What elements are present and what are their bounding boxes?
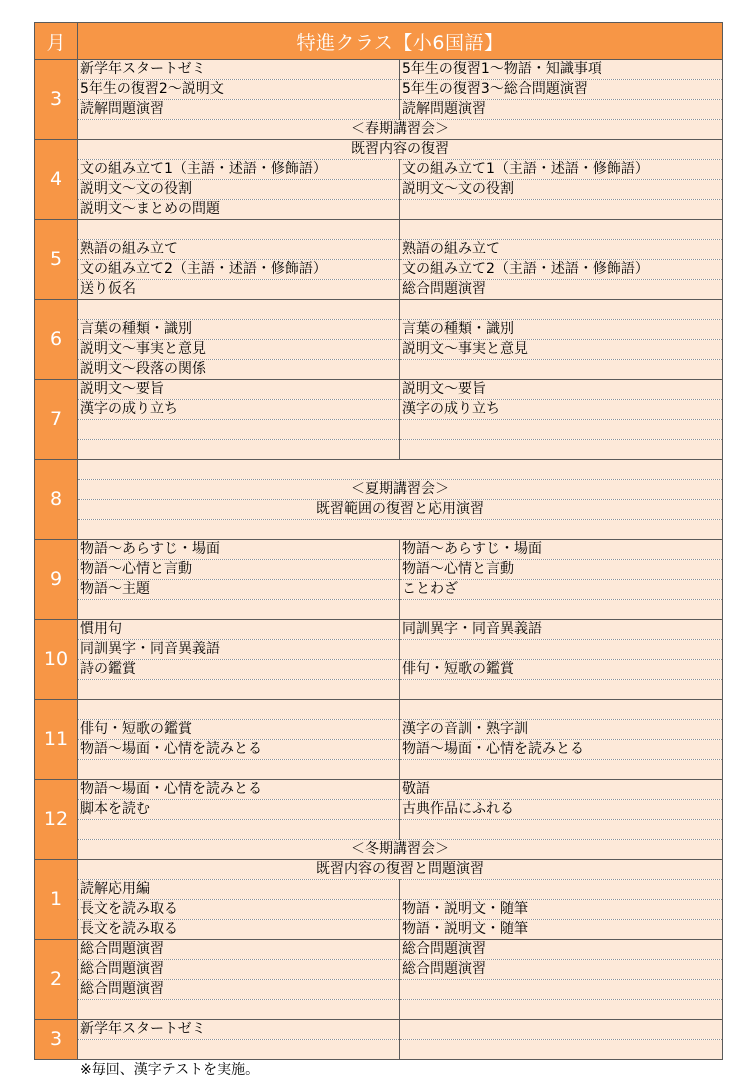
schedule-row (35, 400, 723, 420)
topic-cell-right: 物語・説明文・随筆 (400, 920, 723, 940)
topic-cell-left: 詩の鑑賞 (78, 660, 400, 680)
topic-cell-right (400, 680, 723, 700)
schedule-row (35, 380, 723, 400)
topic-cell-left: 長文を読み取る (78, 900, 400, 920)
topic-cell-right: 同訓異字・同音異義語 (400, 620, 723, 640)
schedule-row (35, 340, 723, 360)
topic-cell-right (400, 600, 723, 620)
topic-cell-right: 物語～場面・心情を読みとる (400, 740, 723, 760)
schedule-row (35, 60, 723, 80)
topic-cell-left: 言葉の種類・識別 (78, 320, 400, 340)
schedule-row (35, 540, 723, 560)
month-label: 8 (35, 460, 78, 540)
merged-topic-cell: ＜春期講習会＞ (78, 120, 723, 140)
month-label: 10 (35, 620, 78, 700)
schedule-row (35, 780, 723, 800)
topic-cell-right: ことわざ (400, 580, 723, 600)
topic-cell-left: 物語～場面・心情を読みとる (78, 780, 400, 800)
month-label: 11 (35, 700, 78, 780)
schedule-row (35, 240, 723, 260)
topic-cell-left: 説明文～事実と意見 (78, 340, 400, 360)
month-label: 3 (35, 60, 78, 140)
topic-cell-right: 総合問題演習 (400, 940, 723, 960)
table-title: 特進クラス【小6国語】 (78, 23, 723, 60)
topic-cell-right (400, 1020, 723, 1040)
topic-cell-left: 説明文～まとめの問題 (78, 200, 400, 220)
topic-cell-left: 同訓異字・同音異義語 (78, 640, 400, 660)
schedule-row (35, 160, 723, 180)
topic-cell-left (78, 420, 400, 440)
topic-cell-left: 説明文～文の役割 (78, 180, 400, 200)
footnote: ※毎回、漢字テストを実施。 (80, 1062, 260, 1078)
schedule-body (35, 60, 723, 1060)
month-label: 2 (35, 940, 78, 1020)
schedule-row (35, 860, 723, 880)
topic-cell-left: 物語～場面・心情を読みとる (78, 740, 400, 760)
merged-topic-cell: 既習範囲の復習と応用演習 (78, 500, 723, 520)
schedule-row (35, 280, 723, 300)
topic-cell-left (78, 220, 400, 240)
topic-cell-right (400, 420, 723, 440)
topic-cell-left: 5年生の復習2～説明文 (78, 80, 400, 100)
topic-cell-right: 熟語の組み立て (400, 240, 723, 260)
merged-topic-cell (78, 460, 723, 480)
schedule-row (35, 1040, 723, 1060)
topic-cell-left: 総合問題演習 (78, 960, 400, 980)
schedule-row (35, 620, 723, 640)
schedule-row (35, 640, 723, 660)
topic-cell-right (400, 300, 723, 320)
topic-cell-right: 文の組み立て2（主語・述語・修飾語） (400, 260, 723, 280)
header-row (35, 23, 723, 60)
topic-cell-right (400, 360, 723, 380)
topic-cell-right (400, 1000, 723, 1020)
schedule-row (35, 800, 723, 820)
schedule-row (35, 460, 723, 480)
schedule-row (35, 1000, 723, 1020)
topic-cell-left: 文の組み立て2（主語・述語・修飾語） (78, 260, 400, 280)
month-label: 6 (35, 300, 78, 380)
topic-cell-left (78, 600, 400, 620)
topic-cell-right (400, 1040, 723, 1060)
topic-cell-right: 5年生の復習3～総合問題演習 (400, 80, 723, 100)
topic-cell-left: 漢字の成り立ち (78, 400, 400, 420)
schedule-row (35, 660, 723, 680)
schedule-row (35, 320, 723, 340)
topic-cell-left (78, 1000, 400, 1020)
topic-cell-right (400, 200, 723, 220)
schedule-row (35, 100, 723, 120)
schedule-row (35, 220, 723, 240)
schedule-row (35, 140, 723, 160)
month-header: 月 (35, 23, 78, 60)
month-label: 3 (35, 1020, 78, 1060)
schedule-row (35, 980, 723, 1000)
topic-cell-right: 説明文～事実と意見 (400, 340, 723, 360)
topic-cell-left: 物語～主題 (78, 580, 400, 600)
topic-cell-right (400, 440, 723, 460)
schedule-row (35, 700, 723, 720)
schedule-row (35, 500, 723, 520)
schedule-row (35, 120, 723, 140)
schedule-row (35, 260, 723, 280)
topic-cell-right: 物語～心情と言動 (400, 560, 723, 580)
schedule-row (35, 300, 723, 320)
schedule-row (35, 900, 723, 920)
topic-cell-right: 総合問題演習 (400, 280, 723, 300)
schedule-row (35, 80, 723, 100)
schedule-row (35, 1020, 723, 1040)
topic-cell-right (400, 700, 723, 720)
month-label: 1 (35, 860, 78, 940)
schedule-row (35, 720, 723, 740)
schedule-row (35, 180, 723, 200)
month-label: 7 (35, 380, 78, 460)
schedule-row (35, 820, 723, 840)
schedule-row (35, 880, 723, 900)
schedule-row (35, 360, 723, 380)
topic-cell-left (78, 680, 400, 700)
topic-cell-left: 説明文～要旨 (78, 380, 400, 400)
schedule-row (35, 740, 723, 760)
topic-cell-right: 説明文～要旨 (400, 380, 723, 400)
topic-cell-left (78, 760, 400, 780)
month-label: 4 (35, 140, 78, 220)
topic-cell-right: 敬語 (400, 780, 723, 800)
topic-cell-left: 読解応用編 (78, 880, 400, 900)
schedule-row (35, 840, 723, 860)
schedule-row (35, 600, 723, 620)
schedule-row (35, 560, 723, 580)
merged-topic-cell: 既習内容の復習と問題演習 (78, 860, 723, 880)
schedule-row (35, 580, 723, 600)
schedule-row (35, 200, 723, 220)
topic-cell-right: 総合問題演習 (400, 960, 723, 980)
month-label: 5 (35, 220, 78, 300)
schedule-sheet (34, 22, 722, 1060)
month-label: 9 (35, 540, 78, 620)
topic-cell-right: 説明文～文の役割 (400, 180, 723, 200)
topic-cell-left (78, 300, 400, 320)
topic-cell-right (400, 880, 723, 900)
topic-cell-right: 文の組み立て1（主語・述語・修飾語） (400, 160, 723, 180)
topic-cell-left: 新学年スタートゼミ (78, 60, 400, 80)
merged-topic-cell (78, 520, 723, 540)
topic-cell-left (78, 820, 400, 840)
merged-topic-cell: ＜夏期講習会＞ (78, 480, 723, 500)
topic-cell-left: 読解問題演習 (78, 100, 400, 120)
schedule-row (35, 920, 723, 940)
merged-topic-cell: 既習内容の復習 (78, 140, 723, 160)
topic-cell-right (400, 820, 723, 840)
topic-cell-right (400, 640, 723, 660)
schedule-row (35, 760, 723, 780)
topic-cell-left (78, 700, 400, 720)
topic-cell-left: 説明文～段落の関係 (78, 360, 400, 380)
schedule-row (35, 680, 723, 700)
topic-cell-left: 文の組み立て1（主語・述語・修飾語） (78, 160, 400, 180)
topic-cell-right: 5年生の復習1～物語・知識事項 (400, 60, 723, 80)
topic-cell-right: 漢字の成り立ち (400, 400, 723, 420)
schedule-row (35, 520, 723, 540)
topic-cell-right: 俳句・短歌の鑑賞 (400, 660, 723, 680)
schedule-row (35, 440, 723, 460)
topic-cell-left: 総合問題演習 (78, 980, 400, 1000)
schedule-row (35, 960, 723, 980)
topic-cell-left (78, 440, 400, 460)
topic-cell-left: 長文を読み取る (78, 920, 400, 940)
topic-cell-right: 言葉の種類・識別 (400, 320, 723, 340)
topic-cell-right (400, 760, 723, 780)
topic-cell-left: 物語～あらすじ・場面 (78, 540, 400, 560)
topic-cell-left: 脚本を読む (78, 800, 400, 820)
topic-cell-right: 物語・説明文・随筆 (400, 900, 723, 920)
topic-cell-left: 慣用句 (78, 620, 400, 640)
schedule-table (34, 22, 723, 1060)
topic-cell-right (400, 980, 723, 1000)
schedule-row (35, 940, 723, 960)
topic-cell-left: 新学年スタートゼミ (78, 1020, 400, 1040)
topic-cell-right: 漢字の音訓・熟字訓 (400, 720, 723, 740)
topic-cell-left: 送り仮名 (78, 280, 400, 300)
topic-cell-right: 物語～あらすじ・場面 (400, 540, 723, 560)
topic-cell-left: 物語～心情と言動 (78, 560, 400, 580)
topic-cell-right: 古典作品にふれる (400, 800, 723, 820)
topic-cell-left: 俳句・短歌の鑑賞 (78, 720, 400, 740)
topic-cell-left: 熟語の組み立て (78, 240, 400, 260)
topic-cell-right: 読解問題演習 (400, 100, 723, 120)
topic-cell-right (400, 220, 723, 240)
month-label: 12 (35, 780, 78, 860)
merged-topic-cell: ＜冬期講習会＞ (78, 840, 723, 860)
schedule-row (35, 420, 723, 440)
schedule-row (35, 480, 723, 500)
topic-cell-left (78, 1040, 400, 1060)
topic-cell-left: 総合問題演習 (78, 940, 400, 960)
